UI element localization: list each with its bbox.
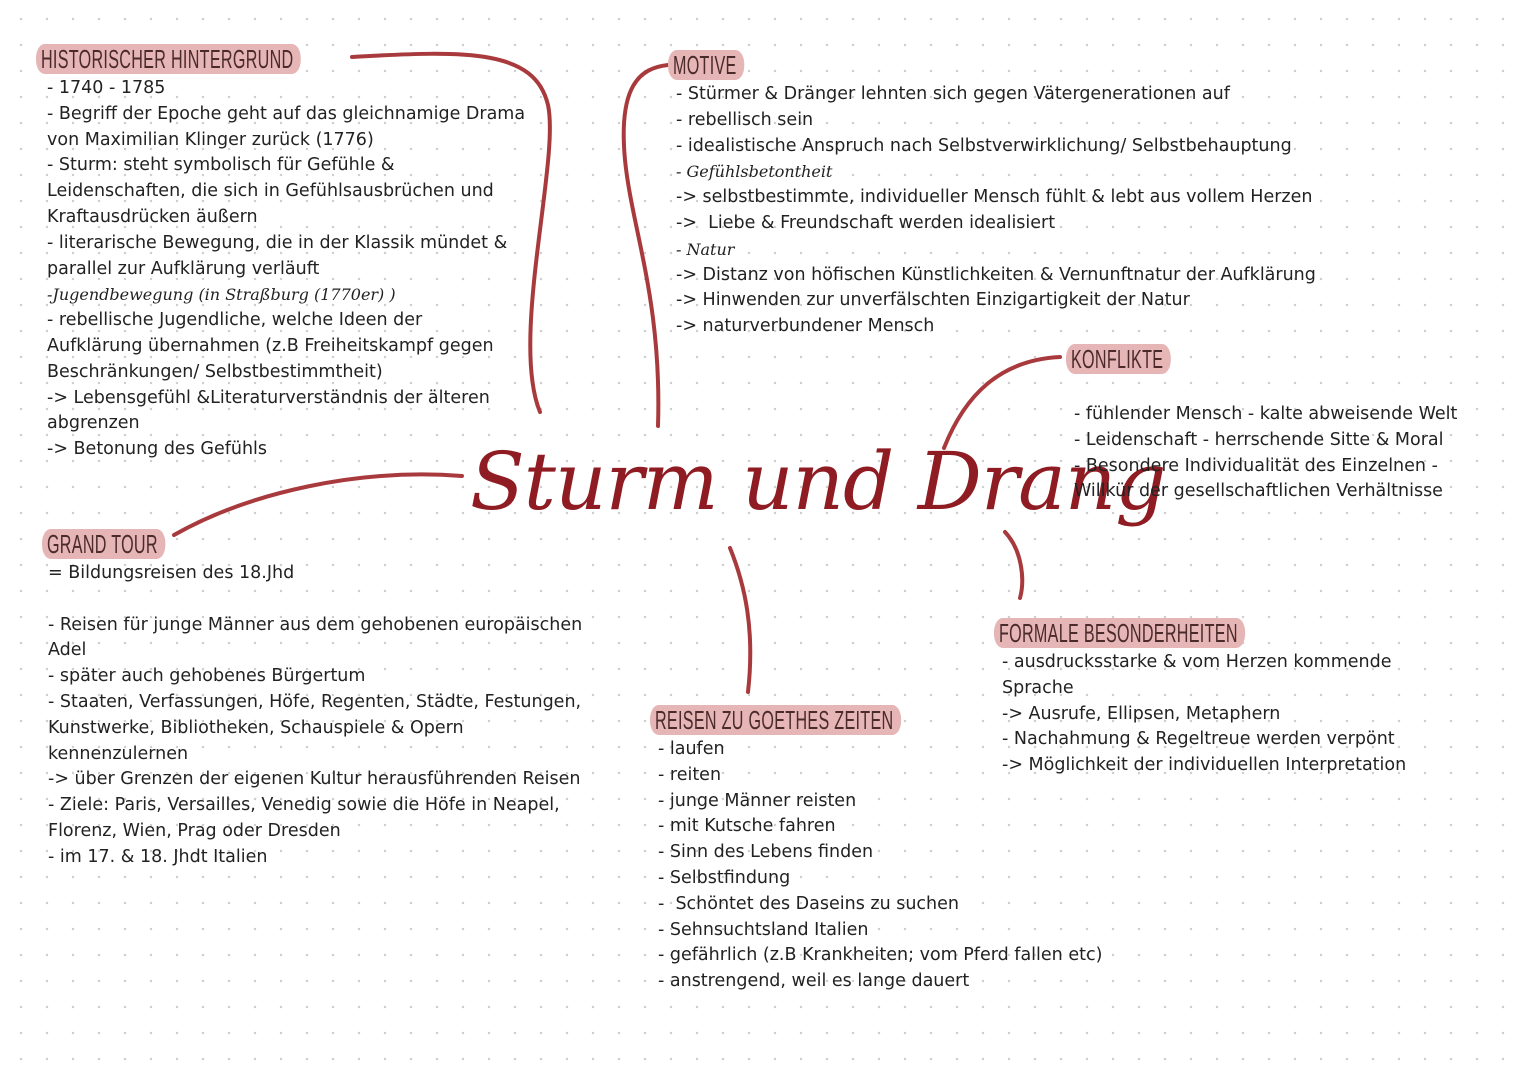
text-line: - Besondere Individualität des Einzelnen - xyxy=(1074,455,1438,476)
lines-reisen-zu-goethes-zeiten xyxy=(658,737,1102,995)
text-line: -> selbstbestimmte, individueller Mensch fühlt & lebt aus vollem Herzen xyxy=(676,187,1313,208)
text-line: - im 17. & 18. Jhdt Italien xyxy=(48,846,268,867)
text-line: - literarische Bewegung, die in der Klassik mündet & xyxy=(47,232,508,253)
heading-motive: MOTIVE xyxy=(668,50,744,80)
section-reisen-zu-goethes-zeiten xyxy=(650,705,1102,995)
text-line: - Sinn des Lebens finden xyxy=(658,842,874,863)
text-line: Willkür der gesellschaftlichen Verhältnisse xyxy=(1074,481,1443,502)
text-line: -Jugendbewegung (in Straßburg (1770er) ) xyxy=(47,285,396,305)
text-line: - rebellisch sein xyxy=(676,109,814,130)
text-line: -> Hinwenden zur unverfälschten Einzigartigkeit der Natur xyxy=(676,290,1190,311)
text-line: - fühlender Mensch - kalte abweisende Welt xyxy=(1074,404,1458,424)
text-line: - anstrengend, weil es lange dauert xyxy=(658,971,970,992)
central-title: Sturm und Drang xyxy=(470,435,1166,528)
text-line: Kraftausdrücken äußern xyxy=(47,206,258,227)
text-line: - Ziele: Paris, Versailles, Venedig sowie die Höfe in Neapel, xyxy=(48,795,560,816)
text-line: -> Distanz von höfischen Künstlichkeiten & Vernunftnatur der Aufklärung xyxy=(676,264,1316,285)
text-line: - Staaten, Verfassungen, Höfe, Regenten, Städte, Festungen, xyxy=(48,691,582,712)
section-konflikte xyxy=(1066,344,1457,505)
text-line: Beschränkungen/ Selbstbestimmtheit) xyxy=(47,361,383,382)
text-line: - Sehnsuchtsland Italien xyxy=(658,919,869,940)
text-line: - später auch gehobenes Bürgertum xyxy=(48,666,366,687)
text-line: Florenz, Wien, Prag oder Dresden xyxy=(48,820,341,841)
connector-reisen xyxy=(730,548,750,692)
text-line: -> über Grenzen der eigenen Kultur herausführenden Reisen xyxy=(48,769,581,790)
lines-motive xyxy=(676,82,1316,340)
text-line: - reiten xyxy=(658,764,722,785)
text-line: -> Betonung des Gefühls xyxy=(47,439,268,460)
text-line: parallel zur Aufklärung verläuft xyxy=(47,258,320,279)
heading-konflikte: KONFLIKTE xyxy=(1066,344,1171,374)
text-line: - junge Männer reisten xyxy=(658,790,857,811)
text-line: -> Möglichkeit der individuellen Interpretation xyxy=(1002,755,1407,776)
text-line: -> Ausrufe, Ellipsen, Metaphern xyxy=(1002,703,1281,724)
text-line: - 1740 - 1785 xyxy=(47,78,166,98)
text-line: -> naturverbundener Mensch xyxy=(676,316,935,337)
text-line: - mit Kutsche fahren xyxy=(658,816,836,837)
text-line: - idealistische Anspruch nach Selbstverwirklichung/ Selbstbehauptung xyxy=(676,135,1292,156)
text-line: - Stürmer & Dränger lehnten sich gegen Vätergenerationen auf xyxy=(676,84,1230,104)
text-line: - ausdrucksstarke & vom Herzen kommende xyxy=(1002,652,1392,672)
text-line: - Reisen für junge Männer aus dem gehobenen europäischen xyxy=(48,614,583,635)
text-line: - Natur xyxy=(676,239,735,259)
connector-formale xyxy=(1005,532,1022,598)
section-motive xyxy=(668,50,1316,340)
lines-historischer-hintergrund xyxy=(47,76,525,463)
text-line: - Sturm: steht symbolisch für Gefühle & xyxy=(47,155,395,176)
lines-konflikte xyxy=(1074,402,1457,505)
text-line: Sprache xyxy=(1002,677,1074,698)
text-line: - Schöntet des Daseins zu suchen xyxy=(658,893,960,914)
text-line: Leidenschaften, die sich in Gefühlsausbrüchen und xyxy=(47,181,494,202)
text-line: - Nachahmung & Regeltreue werden verpönt xyxy=(1002,729,1395,750)
text-line: -> Lebensgefühl &Literaturverständnis der älteren xyxy=(47,387,490,408)
text-line: Adel xyxy=(48,640,87,661)
text-line: - Begriff der Epoche geht auf das gleichnamige Drama xyxy=(47,103,526,124)
text-line: = Bildungsreisen des 18.Jhd xyxy=(48,563,295,583)
section-historischer-hintergrund xyxy=(36,44,525,463)
text-line: - Gefühlsbetontheit xyxy=(676,162,833,182)
heading-reisen-zu-goethes-zeiten: REISEN ZU GOETHES ZEITEN xyxy=(650,705,901,735)
heading-grand-tour: GRAND TOUR xyxy=(42,529,165,559)
text-line: - Selbstfindung xyxy=(658,867,791,888)
heading-formale-besonderheiten: FORMALE BESONDERHEITEN xyxy=(994,618,1245,648)
section-grand-tour xyxy=(42,529,582,871)
text-line: von Maximilian Klinger zurück (1776) xyxy=(47,129,374,150)
text-line: kennenzulernen xyxy=(48,743,189,764)
text-line: - gefährlich (z.B Krankheiten; vom Pferd fallen etc) xyxy=(658,945,1103,966)
lines-grand-tour xyxy=(48,561,582,871)
text-line: - laufen xyxy=(658,739,725,759)
text-line: - rebellische Jugendliche, welche Ideen der xyxy=(47,310,423,331)
heading-historischer-hintergrund: HISTORISCHER HINTERGRUND xyxy=(36,44,301,74)
text-line: - Leidenschaft - herrschende Sitte & Moral xyxy=(1074,429,1444,450)
connector-grand-tour xyxy=(174,474,462,535)
text-line xyxy=(48,587,582,613)
text-line: Aufklärung übernahmen (z.B Freiheitskampf gegen xyxy=(47,335,494,356)
text-line: abgrenzen xyxy=(47,413,140,434)
connector-motive xyxy=(624,65,668,426)
text-line: -> Liebe & Freundschaft werden idealisiert xyxy=(676,212,1056,233)
text-line: Kunstwerke, Bibliotheken, Schauspiele & Opern xyxy=(48,717,464,738)
